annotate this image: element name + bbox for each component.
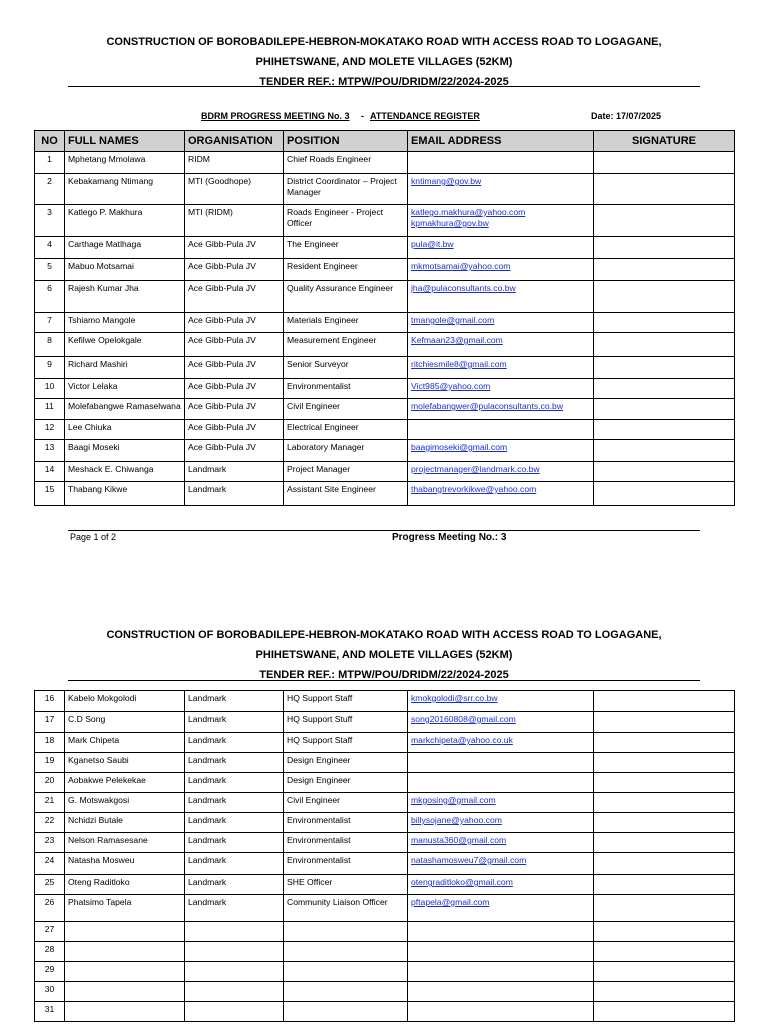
email-cell (408, 773, 594, 793)
full-name-cell: Oteng Raditloko (65, 875, 185, 895)
full-name-cell: Carthage Matlhaga (65, 237, 185, 259)
email-link[interactable]: Vict985@yahoo.com (411, 381, 491, 391)
email-link[interactable]: mkgosing@gmail.com (411, 795, 496, 805)
position-cell: The Engineer (284, 237, 408, 259)
row-number: 20 (35, 773, 65, 793)
position-cell: HQ Support Stuff (284, 712, 408, 733)
row-number: 16 (35, 691, 65, 712)
full-name-cell: Kefilwe Opelokgale (65, 333, 185, 357)
table-row (35, 793, 735, 813)
position-cell: Design Engineer (284, 753, 408, 773)
organisation-cell: Landmark (185, 753, 284, 773)
signature-cell (594, 753, 735, 773)
row-number: 24 (35, 853, 65, 875)
email-cell (408, 205, 594, 237)
row-number: 26 (35, 895, 65, 922)
table-row (35, 174, 735, 205)
signature-cell (594, 237, 735, 259)
signature-cell (594, 922, 735, 942)
organisation-cell: Ace Gibb-Pula JV (185, 440, 284, 462)
email-link[interactable]: pftapela@gmail.com (411, 897, 490, 907)
row-number: 2 (35, 174, 65, 205)
page-number: Page 1 of 2 (70, 532, 117, 542)
position-cell: Laboratory Manager (284, 440, 408, 462)
full-name-cell: Meshack E. Chiwanga (65, 462, 185, 482)
full-name-cell: Mark Chipeta (65, 733, 185, 753)
full-name-cell (65, 962, 185, 982)
row-number: 4 (35, 237, 65, 259)
row-number: 6 (35, 281, 65, 313)
full-name-cell: Tshiamo Mangole (65, 313, 185, 333)
row-number: 25 (35, 875, 65, 895)
full-name-cell: Molefabangwe Ramaselwana (65, 399, 185, 420)
table-row (35, 875, 735, 895)
header-tender-ref: TENDER REF.: MTPW/POU/DRIDM/22/2024-2025 (259, 669, 509, 681)
email-cell (408, 313, 594, 333)
header-title-line2: PHIHETSWANE, AND MOLETE VILLAGES (52KM) (255, 649, 513, 661)
position-cell: Resident Engineer (284, 259, 408, 281)
organisation-cell: Landmark (185, 875, 284, 895)
table-row (35, 733, 735, 753)
signature-cell (594, 420, 735, 440)
signature-cell (594, 793, 735, 813)
organisation-cell: Ace Gibb-Pula JV (185, 399, 284, 420)
email-cell (408, 259, 594, 281)
table-row (35, 237, 735, 259)
position-cell: Environmentalist (284, 833, 408, 853)
signature-cell (594, 379, 735, 399)
organisation-cell: Landmark (185, 853, 284, 875)
organisation-cell: Landmark (185, 691, 284, 712)
position-cell: Senior Surveyor (284, 357, 408, 379)
organisation-cell: Landmark (185, 773, 284, 793)
organisation-cell: Landmark (185, 733, 284, 753)
signature-cell (594, 712, 735, 733)
email-link[interactable]: manusta360@gmail.com (411, 835, 507, 845)
signature-cell (594, 875, 735, 895)
email-link[interactable]: mkmotsamai@yahoo.com (411, 261, 511, 271)
position-cell: Environmentalist (284, 853, 408, 875)
table-row (35, 1002, 735, 1022)
email-cell (408, 333, 594, 357)
email-link[interactable]: kntimang@gov.bw (411, 176, 482, 186)
email-link[interactable]: thabangtrevorkikwe@yahoo.com (411, 484, 537, 494)
table-row (35, 379, 735, 399)
table-row (35, 420, 735, 440)
signature-cell (594, 152, 735, 174)
email-cell (408, 1002, 594, 1022)
email-cell (408, 174, 594, 205)
email-cell (408, 793, 594, 813)
table-row (35, 152, 735, 174)
signature-cell (594, 853, 735, 875)
position-cell: Civil Engineer (284, 399, 408, 420)
table-header-row (35, 131, 735, 152)
table-row (35, 462, 735, 482)
email-cell (408, 399, 594, 420)
row-number: 23 (35, 833, 65, 853)
email-link[interactable]: otengraditloko@gmail.com (411, 877, 513, 887)
signature-cell (594, 462, 735, 482)
position-cell: Electrical Engineer (284, 420, 408, 440)
organisation-cell: Ace Gibb-Pula JV (185, 379, 284, 399)
signature-cell (594, 813, 735, 833)
signature-cell (594, 482, 735, 506)
email-cell (408, 962, 594, 982)
full-name-cell: Richard Mashiri (65, 357, 185, 379)
email-cell (408, 813, 594, 833)
header-title-line2: PHIHETSWANE, AND MOLETE VILLAGES (52KM) (255, 56, 513, 68)
table-row (35, 753, 735, 773)
email-link[interactable]: kpmakhura@gov.bw (411, 218, 489, 228)
email-cell (408, 152, 594, 174)
position-cell: SHE Officer (284, 875, 408, 895)
signature-cell (594, 962, 735, 982)
signature-cell (594, 259, 735, 281)
organisation-cell: MTI (Goodhope) (185, 174, 284, 205)
email-link[interactable]: kmokgolodi@srr.co.bw (411, 693, 498, 703)
full-name-cell: Kebakamang Ntimang (65, 174, 185, 205)
organisation-cell: Ace Gibb-Pula JV (185, 281, 284, 313)
position-cell (284, 942, 408, 962)
row-number: 19 (35, 753, 65, 773)
position-cell (284, 922, 408, 942)
organisation-cell: Ace Gibb-Pula JV (185, 420, 284, 440)
header-divider (68, 86, 700, 87)
position-cell (284, 1002, 408, 1022)
full-name-cell: Katlego P. Makhura (65, 205, 185, 237)
email-cell (408, 853, 594, 875)
email-link[interactable]: song20160808@gmail.com (411, 714, 516, 724)
row-number: 14 (35, 462, 65, 482)
full-name-cell (65, 982, 185, 1002)
row-number: 5 (35, 259, 65, 281)
row-number: 7 (35, 313, 65, 333)
organisation-cell: Ace Gibb-Pula JV (185, 237, 284, 259)
row-number: 17 (35, 712, 65, 733)
table-row (35, 853, 735, 875)
table-row (35, 333, 735, 357)
col-header-full-names: FULL NAMES (65, 131, 185, 152)
table-row (35, 313, 735, 333)
full-name-cell: C.D Song (65, 712, 185, 733)
organisation-cell: Landmark (185, 712, 284, 733)
meeting-separator: - (361, 111, 364, 121)
table-row (35, 357, 735, 379)
position-cell: HQ Support Staff (284, 691, 408, 712)
header-divider-page2 (68, 680, 700, 681)
email-cell (408, 281, 594, 313)
table-row (35, 895, 735, 922)
signature-cell (594, 205, 735, 237)
email-cell (408, 379, 594, 399)
email-link[interactable]: natashamosweu7@gmail.com (411, 855, 527, 865)
table-row (35, 712, 735, 733)
position-cell: Project Manager (284, 462, 408, 482)
row-number: 21 (35, 793, 65, 813)
organisation-cell (185, 982, 284, 1002)
signature-cell (594, 1002, 735, 1022)
table-row (35, 982, 735, 1002)
signature-cell (594, 833, 735, 853)
meeting-title: BDRM PROGRESS MEETING No. 3 (201, 111, 350, 121)
row-number: 11 (35, 399, 65, 420)
organisation-cell (185, 1002, 284, 1022)
signature-cell (594, 440, 735, 462)
email-cell (408, 357, 594, 379)
position-cell: Community Liaison Officer (284, 895, 408, 922)
col-header-organisation: ORGANISATION (185, 131, 284, 152)
table-row (35, 399, 735, 420)
full-name-cell: Lee Chiuka (65, 420, 185, 440)
email-cell (408, 462, 594, 482)
full-name-cell: Mphetang Mmolawa (65, 152, 185, 174)
col-header-email: EMAIL ADDRESS (408, 131, 594, 152)
table-row (35, 440, 735, 462)
table-row (35, 773, 735, 793)
row-number: 22 (35, 813, 65, 833)
row-number: 3 (35, 205, 65, 237)
email-link[interactable]: jha@pulaconsultants.co.bw (411, 283, 516, 293)
full-name-cell: Kabelo Mokgolodi (65, 691, 185, 712)
email-cell (408, 753, 594, 773)
position-cell: Design Engineer (284, 773, 408, 793)
email-cell (408, 482, 594, 506)
position-cell: Roads Engineer - Project Officer (284, 205, 408, 237)
attendance-table-page1 (34, 130, 735, 506)
email-cell (408, 942, 594, 962)
footer-meeting-label: Progress Meeting No.: 3 (392, 532, 507, 543)
email-cell (408, 691, 594, 712)
email-cell (408, 440, 594, 462)
table-row (35, 962, 735, 982)
full-name-cell: Thabang Kikwe (65, 482, 185, 506)
organisation-cell: RIDM (185, 152, 284, 174)
signature-cell (594, 281, 735, 313)
position-cell: Quality Assurance Engineer (284, 281, 408, 313)
email-cell (408, 712, 594, 733)
signature-cell (594, 174, 735, 205)
signature-cell (594, 773, 735, 793)
document-header (68, 32, 700, 92)
table-row (35, 482, 735, 506)
row-number: 31 (35, 1002, 65, 1022)
footer-divider (68, 530, 700, 531)
full-name-cell: Victor Lelaka (65, 379, 185, 399)
email-link[interactable]: katlego.makhura@yahoo.com (411, 207, 526, 217)
row-number: 12 (35, 420, 65, 440)
position-cell: Environmentalist (284, 379, 408, 399)
table-row (35, 205, 735, 237)
full-name-cell (65, 922, 185, 942)
table-row (35, 813, 735, 833)
col-header-no: NO (35, 131, 65, 152)
signature-cell (594, 895, 735, 922)
signature-cell (594, 357, 735, 379)
full-name-cell: Rajesh Kumar Jha (65, 281, 185, 313)
email-cell (408, 875, 594, 895)
full-name-cell (65, 1002, 185, 1022)
full-name-cell: Baagi Moseki (65, 440, 185, 462)
position-cell: Environmentalist (284, 813, 408, 833)
email-link[interactable]: molefabangwer@pulaconsultants.co.bw (411, 401, 564, 411)
table-row (35, 942, 735, 962)
row-number: 15 (35, 482, 65, 506)
full-name-cell: Mabuo Motsamai (65, 259, 185, 281)
organisation-cell (185, 942, 284, 962)
full-name-cell: Nchidzi Butale (65, 813, 185, 833)
email-link[interactable]: projectmanager@landmark.co.bw (411, 464, 540, 474)
signature-cell (594, 942, 735, 962)
full-name-cell: Kganetso Saubi (65, 753, 185, 773)
email-cell (408, 922, 594, 942)
signature-cell (594, 399, 735, 420)
position-cell: Chief Roads Engineer (284, 152, 408, 174)
position-cell: Assistant Site Engineer (284, 482, 408, 506)
full-name-cell: Nelson Ramasesane (65, 833, 185, 853)
row-number: 8 (35, 333, 65, 357)
document-header-page2 (68, 625, 700, 685)
email-cell (408, 982, 594, 1002)
full-name-cell: Aobakwe Pelekekae (65, 773, 185, 793)
row-number: 28 (35, 942, 65, 962)
row-number: 13 (35, 440, 65, 462)
table-row (35, 281, 735, 313)
col-header-position: POSITION (284, 131, 408, 152)
organisation-cell: Landmark (185, 793, 284, 813)
email-cell (408, 895, 594, 922)
email-link[interactable]: ritchiesmile8@gmail.com (411, 359, 507, 369)
signature-cell (594, 313, 735, 333)
row-number: 30 (35, 982, 65, 1002)
position-cell: District Coordinator – Project Manager (284, 174, 408, 205)
row-number: 9 (35, 357, 65, 379)
email-cell (408, 420, 594, 440)
signature-cell (594, 333, 735, 357)
col-header-signature: SIGNATURE (594, 131, 735, 152)
email-link[interactable]: tmangole@gmail.com (411, 315, 495, 325)
header-title-line1: CONSTRUCTION OF BOROBADILEPE-HEBRON-MOKATAKO ROAD WITH ACCESS ROAD TO LOGAGANE, (106, 629, 662, 641)
organisation-cell: Landmark (185, 895, 284, 922)
header-title-line1: CONSTRUCTION OF BOROBADILEPE-HEBRON-MOKATAKO ROAD WITH ACCESS ROAD TO LOGAGANE, (106, 36, 662, 48)
position-cell (284, 982, 408, 1002)
row-number: 1 (35, 152, 65, 174)
table-row (35, 922, 735, 942)
organisation-cell: Landmark (185, 462, 284, 482)
attendance-table-page2 (34, 690, 735, 1022)
organisation-cell: Landmark (185, 482, 284, 506)
email-link[interactable]: baagimoseki@gmail.com (411, 442, 508, 452)
organisation-cell: MTI (RIDM) (185, 205, 284, 237)
table-row (35, 259, 735, 281)
row-number: 29 (35, 962, 65, 982)
meeting-date: Date: 17/07/2025 (591, 111, 662, 121)
row-number: 27 (35, 922, 65, 942)
position-cell: Materials Engineer (284, 313, 408, 333)
email-link[interactable]: Kefmaan23@gmail.com (411, 335, 503, 345)
attendance-register-label: ATTENDANCE REGISTER (370, 111, 480, 121)
full-name-cell: Natasha Mosweu (65, 853, 185, 875)
organisation-cell: Ace Gibb-Pula JV (185, 259, 284, 281)
organisation-cell: Ace Gibb-Pula JV (185, 357, 284, 379)
full-name-cell: G. Motswakgosi (65, 793, 185, 813)
organisation-cell (185, 922, 284, 942)
signature-cell (594, 733, 735, 753)
organisation-cell: Landmark (185, 833, 284, 853)
position-cell: HQ Support Staff (284, 733, 408, 753)
organisation-cell: Ace Gibb-Pula JV (185, 313, 284, 333)
email-link[interactable]: markchipeta@yahoo.co.uk (411, 735, 513, 745)
meeting-info (0, 111, 768, 125)
email-cell (408, 833, 594, 853)
row-number: 10 (35, 379, 65, 399)
table-row (35, 691, 735, 712)
table-row (35, 833, 735, 853)
email-link[interactable]: billysojane@yahoo.com (411, 815, 502, 825)
email-link[interactable]: pula@it.bw (411, 239, 454, 249)
full-name-cell (65, 942, 185, 962)
full-name-cell: Phatsimo Tapela (65, 895, 185, 922)
organisation-cell: Ace Gibb-Pula JV (185, 333, 284, 357)
row-number: 18 (35, 733, 65, 753)
position-cell (284, 962, 408, 982)
position-cell: Civil Engineer (284, 793, 408, 813)
signature-cell (594, 982, 735, 1002)
position-cell: Measurement Engineer (284, 333, 408, 357)
header-tender-ref: TENDER REF.: MTPW/POU/DRIDM/22/2024-2025 (259, 76, 509, 88)
organisation-cell: Landmark (185, 813, 284, 833)
signature-cell (594, 691, 735, 712)
email-cell (408, 733, 594, 753)
organisation-cell (185, 962, 284, 982)
email-cell (408, 237, 594, 259)
